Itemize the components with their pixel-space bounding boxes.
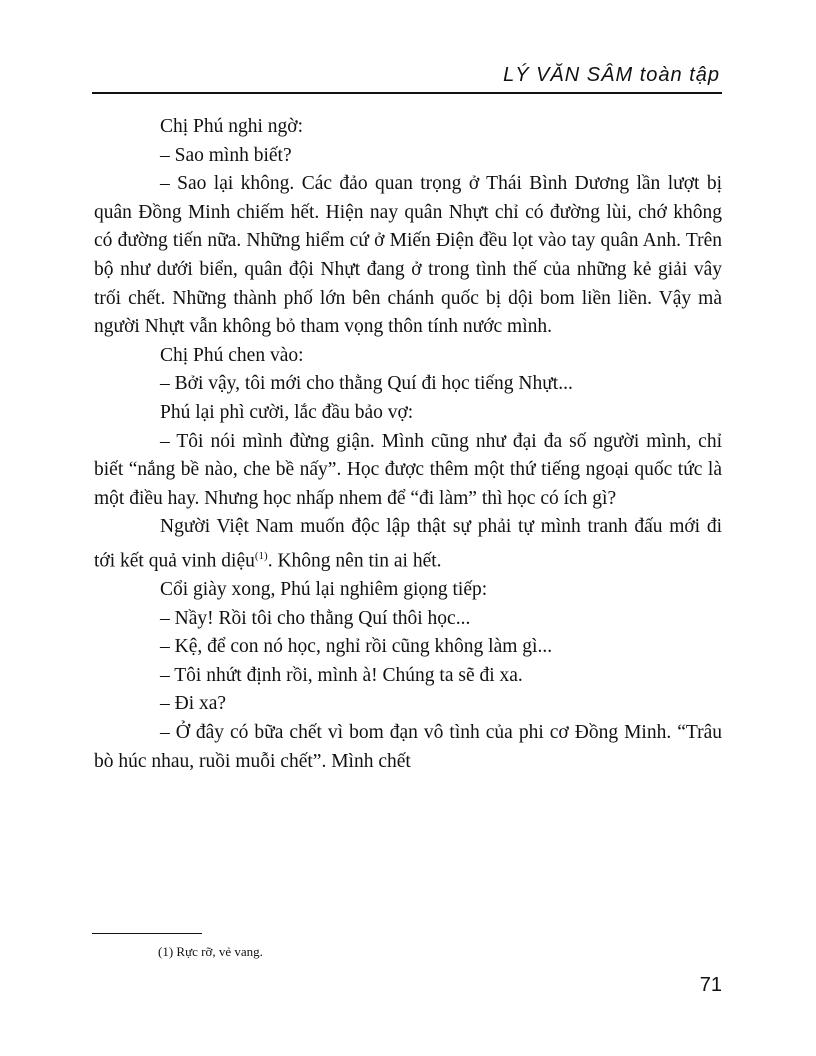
paragraph: – Sao lại không. Các đảo quan trọng ở Thái Bình Dương lần lượt bị quân Đồng Minh chiếm hết. Hiện nay quân Nhựt chỉ có đường lùi, chớ không có đường tiến nữa. Những hiểm cứ ở Miến Điện đều lọt vào tay quân Anh. Trên bộ như dưới biển, quân đội Nhựt đang ở trong tình thế của những kẻ giải vây trối chết. Những thành phố lớn bên chánh quốc bị dội bom liền liền. Vậy mà người Nhựt vẫn không bỏ tham vọng thôn tính nước mình. (94, 173, 722, 338)
paragraph (94, 513, 722, 576)
paragraph: – Sao mình biết? (160, 144, 292, 166)
paragraph-text: Người Việt Nam muốn độc lập thật sự phải tự mình tranh đấu mới đi tới kết quả vinh diệu (94, 516, 722, 572)
paragraph: Chị Phú chen vào: (160, 344, 304, 366)
running-header-title: LÝ VĂN SÂM toàn tập (503, 64, 720, 86)
paragraph: Phú lại phì cười, lắc đầu bảo vợ: (160, 401, 414, 423)
paragraph: – Đi xa? (160, 693, 227, 715)
paragraph: Chị Phú nghi ngờ: (160, 116, 304, 137)
footnote: (1) Rực rỡ, vẻ vang. (158, 944, 263, 959)
body-text (94, 113, 722, 776)
footnote-marker: (1) (254, 549, 268, 562)
footnote-rule (92, 933, 202, 934)
paragraph: – Tôi nói mình đừng giận. Mình cũng như đại đa số người mình, chỉ biết “nắng bề nào, che bề nấy”. Học được thêm một thứ tiếng ngoại quốc tức là một điều hay. Nhưng học nhấp nhem để “đi làm” thì học có ích gì? (94, 430, 722, 509)
header-rule (92, 92, 722, 94)
paragraph: – Tôi nhứt định rồi, mình à! Chúng ta sẽ đi xa. (160, 664, 523, 686)
paragraph: – Ở đây có bữa chết vì bom đạn vô tình của phi cơ Đồng Minh. “Trâu bò húc nhau, ruồi muỗi chết”. Mình chết (94, 721, 722, 772)
paragraph: Cổi giày xong, Phú lại nghiêm giọng tiếp: (160, 579, 488, 600)
paragraph: – Kệ, để con nó học, nghỉ rồi cũng không làm gì... (160, 636, 553, 658)
paragraph-text-after: . Không nên tin ai hết. (267, 550, 442, 572)
page-number: 71 (699, 974, 722, 996)
paragraph: – Bởi vậy, tôi mới cho thằng Quí đi học tiếng Nhựt... (160, 373, 573, 395)
paragraph: – Nầy! Rồi tôi cho thằng Quí thôi học... (160, 607, 471, 629)
